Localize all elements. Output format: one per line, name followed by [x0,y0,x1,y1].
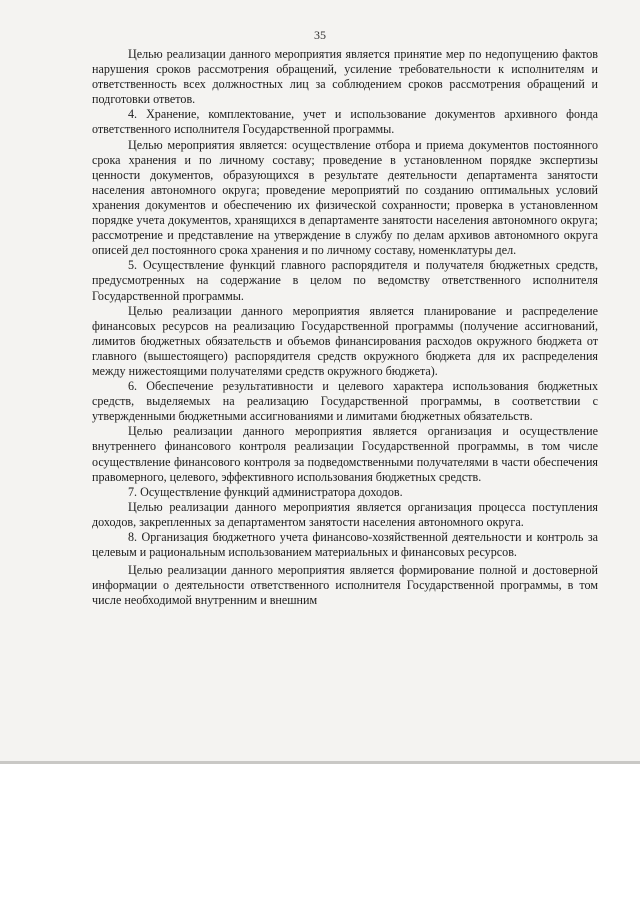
paragraph: 8. Организация бюджетного учета финансово-хозяйственной деятельности и контроль за целевым и рациональным использованием материальных и финансовых ресурсов. [92,530,598,560]
paragraph: Целью реализации данного мероприятия является принятие мер по недопущению фактов нарушения сроков рассмотрения обращений, усиление требовательности к исполнителям и ответственность всех должностных лиц за соблюдением сроков рассмотрения обращений и подготовки ответов. [92,47,598,107]
paragraph: 7. Осуществление функций администратора доходов. [128,484,403,499]
paragraph: 4. Хранение, комплектование, учет и использование документов архивного фонда ответственного исполнителя Государственной программы. [92,107,598,137]
paragraph: Целью реализации данного мероприятия является организация процесса поступления доходов, закрепленных за департаментом занятости населения автономного округа. [92,499,598,529]
paragraph: Целью реализации данного мероприятия является планирование и распределение финансовых ресурсов на реализацию Государственной программы (получение ассигнований, лимитов бюджетных обязательств и объемов финансирования расходов окружного бюджета от главного (вышестоящего) распорядителя средств окружного бюджета для их распределения между нижестоящими получателями средств окружного бюджета). [92,303,598,378]
paragraph: Целью реализации данного мероприятия является формирование полной и достоверной информации о деятельности ответственного исполнителя Государственной программы, в том числе необходимой внутренним и внешним [92,563,598,608]
document-body [92,47,598,608]
paragraph: 6. Обеспечение результативности и целевого характера использования бюджетных средств, выделяемых на реализацию Государственной программы, в соответствии с утвержденными бюджетными ассигнованиями и лимитами бюджетных обязательств. [92,379,598,424]
page-number: 35 [314,28,326,42]
paragraph: 5. Осуществление функций главного распорядителя и получателя бюджетных средств, предусмотренных на содержание в целом по ведомству ответственного исполнителя Государственной программы. [92,258,598,303]
paragraph: Целью реализации данного мероприятия является организация и осуществление внутреннего финансового контроля реализации Государственной программы, в том числе осуществление финансового контроля за подведомственными получателями в части обеспечения правомерного, целевого, эффективного использования бюджетных средств. [92,424,598,484]
paragraph: Целью мероприятия является: осуществление отбора и приема документов постоянного срока хранения и по личному составу; проведение в установленном порядке экспертизы ценности документов, образующихся в результате деятельности департамента занятости населения автономного округа; проведение мероприятий по созданию оптимальных условий хранения документов и обеспечению их физической сохранности; проверка в установленном порядке учета документов, хранящихся в департаменте занятости населения автономного округа; рассмотрение и представление на утверждение в службу по делам архивов автономного округа описей дел постоянного срока хранения и по личному составу, номенклатуры дел. [92,137,598,258]
